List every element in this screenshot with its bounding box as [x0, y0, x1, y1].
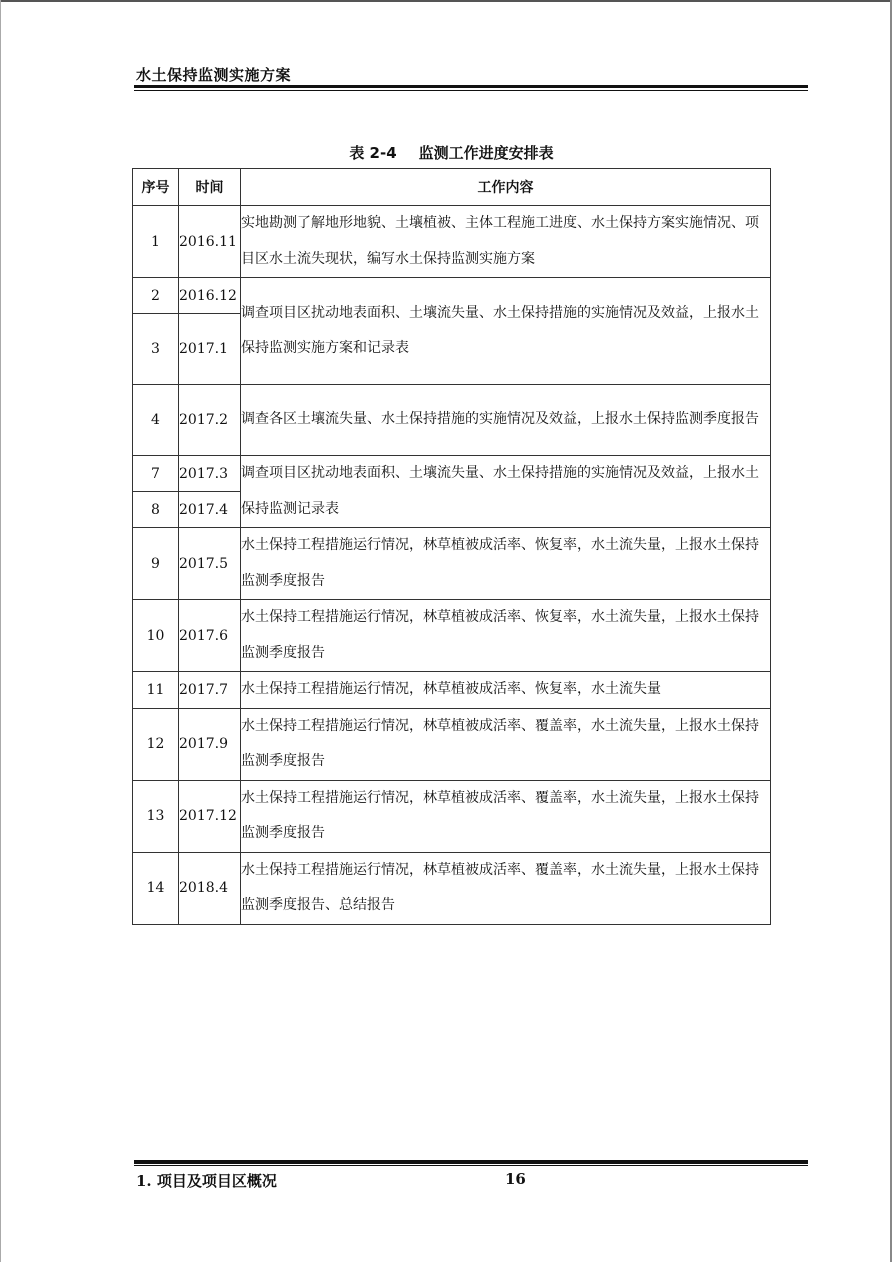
- page-left-edge: [0, 0, 1, 1262]
- row-date: 2017.7: [179, 672, 241, 709]
- page-top-edge: [0, 0, 892, 2]
- row-content: 水土保持工程措施运行情况，林草植被成活率、覆盖率，水土流失量，上报水土保持监测季度报告、总结报告: [241, 852, 771, 924]
- row-date: 2017.5: [179, 528, 241, 600]
- row-content: 水土保持工程措施运行情况，林草植被成活率、覆盖率，水土流失量，上报水土保持监测季度报告: [241, 780, 771, 852]
- row-date: 2016.11: [179, 206, 241, 278]
- row-number: 12: [133, 708, 179, 780]
- table-row: [133, 780, 771, 852]
- row-date: 2017.4: [179, 492, 241, 528]
- row-number: 1: [133, 206, 179, 278]
- row-content: 水土保持工程措施运行情况，林草植被成活率、恢复率，水土流失量: [241, 672, 771, 709]
- table-caption: [133, 142, 770, 163]
- row-date: 2017.1: [179, 314, 241, 385]
- row-number: 11: [133, 672, 179, 709]
- document-header-title: 水土保持监测实施方案: [136, 66, 292, 84]
- footer-rule-thin: [134, 1165, 808, 1166]
- row-content: 水土保持工程措施运行情况，林草植被成活率、覆盖率，水土流失量，上报水土保持监测季度报告: [241, 708, 771, 780]
- row-date: 2017.6: [179, 600, 241, 672]
- table-row: [133, 206, 771, 278]
- table-row: [133, 385, 771, 456]
- row-number: 8: [133, 492, 179, 528]
- row-number: 13: [133, 780, 179, 852]
- table-row: [133, 456, 771, 492]
- row-date: 2017.12: [179, 780, 241, 852]
- row-number: 7: [133, 456, 179, 492]
- row-date: 2017.2: [179, 385, 241, 456]
- table-caption-title: 监测工作进度安排表: [418, 144, 554, 162]
- table-row: [133, 852, 771, 924]
- header-cell-no: 序号: [133, 169, 179, 206]
- row-date: 2017.9: [179, 708, 241, 780]
- row-number: 3: [133, 314, 179, 385]
- row-content: 水土保持工程措施运行情况，林草植被成活率、恢复率，水土流失量，上报水土保持监测季度报告: [241, 600, 771, 672]
- merged-row-content: 调查项目区扰动地表面积、土壤流失量、水土保持措施的实施情况及效益，上报水土保持监测实施方案和记录表: [241, 278, 771, 385]
- table-row: [133, 672, 771, 709]
- row-number: 14: [133, 852, 179, 924]
- row-content: 调查各区土壤流失量、水土保持措施的实施情况及效益，上报水土保持监测季度报告: [241, 385, 771, 456]
- table-caption-number: 表 2-4: [349, 144, 397, 162]
- row-date: 2017.3: [179, 456, 241, 492]
- row-date: 2016.12: [179, 278, 241, 314]
- page-number: 16: [505, 1170, 526, 1188]
- table-row: [133, 528, 771, 600]
- header-cell-content: 工作内容: [241, 169, 771, 206]
- footer-rule-thick: [134, 1160, 808, 1164]
- header-rule-thin: [134, 90, 808, 91]
- row-number: 9: [133, 528, 179, 600]
- row-content: 水土保持工程措施运行情况，林草植被成活率、恢复率，水土流失量，上报水土保持监测季度报告: [241, 528, 771, 600]
- row-number: 2: [133, 278, 179, 314]
- footer-chapter-title: 1. 项目及项目区概况: [136, 1172, 277, 1190]
- header-cell-time: 时间: [179, 169, 241, 206]
- table-row: [133, 708, 771, 780]
- row-content: 实地勘测了解地形地貌、土壤植被、主体工程施工进度、水土保持方案实施情况、项目区水土流失现状，编写水土保持监测实施方案: [241, 206, 771, 278]
- row-number: 10: [133, 600, 179, 672]
- table-row: [133, 278, 771, 314]
- header-rule-thick: [134, 85, 808, 88]
- schedule-table: [132, 168, 771, 925]
- table-header-row: [133, 169, 771, 206]
- merged-row-content: 调查项目区扰动地表面积、土壤流失量、水土保持措施的实施情况及效益，上报水土保持监测记录表: [241, 456, 771, 528]
- row-number: 4: [133, 385, 179, 456]
- table-row: [133, 600, 771, 672]
- row-date: 2018.4: [179, 852, 241, 924]
